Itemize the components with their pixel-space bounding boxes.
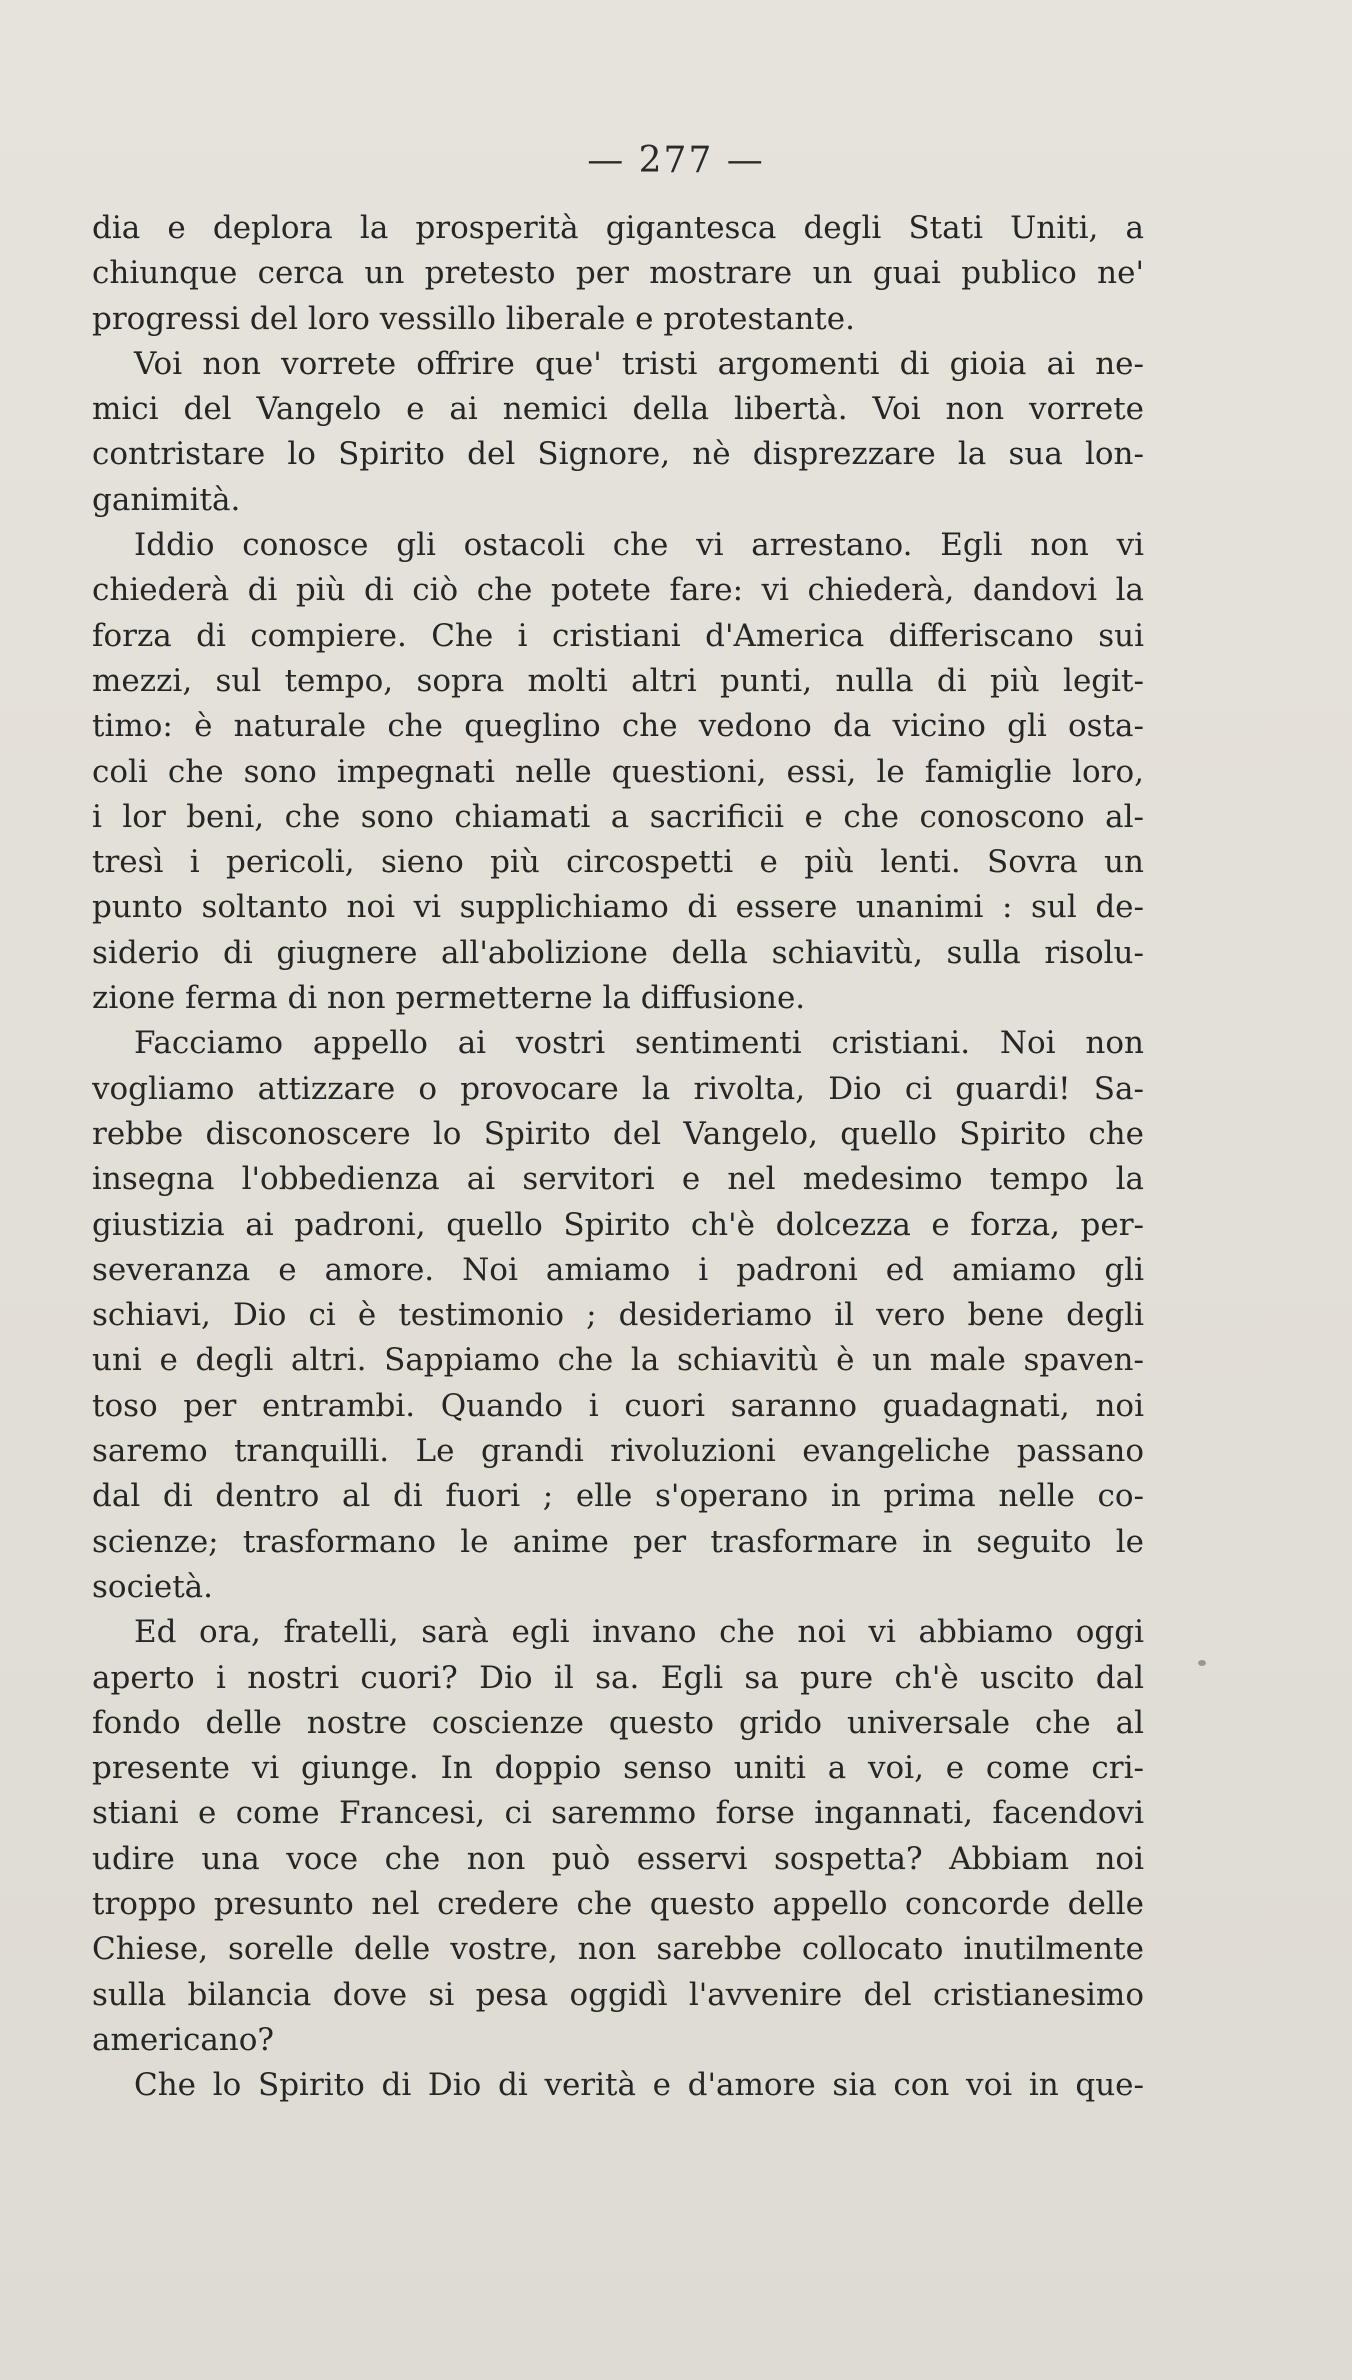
- text-line: mezzi, sul tempo, sopra molti altri punti, nulla di più legit-: [92, 662, 1144, 699]
- paper-speck: [1198, 1660, 1206, 1666]
- text-line: saremo tranquilli. Le grandi rivoluzioni evangeliche passano: [92, 1433, 1144, 1470]
- text-line: stiani e come Francesi, ci saremmo forse ingannati, facendovi: [92, 1795, 1144, 1832]
- text-line: vogliamo attizzare o provocare la rivolta, Dio ci guardi! Sa-: [92, 1070, 1144, 1107]
- text-line: coli che sono impegnati nelle questioni, essi, le famiglie loro,: [92, 753, 1144, 790]
- text-line: severanza e amore. Noi amiamo i padroni ed amiamo gli: [92, 1251, 1144, 1288]
- text-line: giustizia ai padroni, quello Spirito ch'è dolcezza e forza, per-: [92, 1206, 1144, 1243]
- text-line: forza di compiere. Che i cristiani d'America differiscano sui: [92, 617, 1144, 654]
- text-line: società.: [92, 1568, 213, 1605]
- text-line: dal di dentro al di fuori ; elle s'operano in prima nelle co-: [92, 1478, 1144, 1515]
- text-line: fondo delle nostre coscienze questo grido universale che al: [92, 1704, 1144, 1741]
- text-line: Che lo Spirito di Dio di verità e d'amore sia con voi in que-: [134, 2067, 1144, 2104]
- text-line: toso per entrambi. Quando i cuori saranno guadagnati, noi: [92, 1387, 1144, 1424]
- text-line: uni e degli altri. Sappiamo che la schiavitù è un male spaven-: [92, 1342, 1144, 1379]
- text-line: dia e deplora la prosperità gigantesca degli Stati Uniti, a: [92, 210, 1144, 246]
- text-line: punto soltanto noi vi supplichiamo di essere unanimi : sul de-: [92, 889, 1144, 926]
- text-line: Chiese, sorelle delle vostre, non sarebbe collocato inutilmente: [92, 1931, 1144, 1968]
- text-line: zione ferma di non permetterne la diffusione.: [92, 980, 806, 1017]
- text-line: udire una voce che non può esservi sospetta? Abbiam noi: [92, 1840, 1144, 1877]
- text-line: americano?: [92, 2021, 275, 2058]
- text-line: progressi del loro vessillo liberale e protestante.: [92, 300, 855, 337]
- body-text: [92, 206, 1144, 2108]
- text-line: schiavi, Dio ci è testimonio ; desideriamo il vero bene degli: [92, 1297, 1144, 1334]
- text-line: chiederà di più di ciò che potete fare: vi chiederà, dandovi la: [92, 572, 1144, 609]
- text-line: presente vi giunge. In doppio senso uniti a voi, e come cri-: [92, 1750, 1144, 1787]
- text-line: timo: è naturale che queglino che vedono da vicino gli osta-: [92, 708, 1144, 745]
- text-line: i lor beni, che sono chiamati a sacrificii e che conoscono al-: [92, 798, 1144, 835]
- text-line: aperto i nostri cuori? Dio il sa. Egli sa pure ch'è uscito dal: [92, 1659, 1144, 1696]
- text-line: insegna l'obbedienza ai servitori e nel medesimo tempo la: [92, 1161, 1144, 1198]
- text-line: scienze; trasformano le anime per trasformare in seguito le: [92, 1523, 1144, 1560]
- text-line: siderio di giugnere all'abolizione della schiavitù, sulla risolu-: [92, 934, 1144, 971]
- text-line: Facciamo appello ai vostri sentimenti cristiani. Noi non: [134, 1025, 1144, 1062]
- text-line: Voi non vorrete offrire que' tristi argomenti di gioia ai ne-: [134, 345, 1144, 382]
- page-number: — 277 —: [587, 140, 765, 181]
- text-line: Iddio conosce gli ostacoli che vi arrestano. Egli non vi: [134, 527, 1144, 564]
- text-line: troppo presunto nel credere che questo appello concorde delle: [92, 1885, 1144, 1922]
- text-line: mici del Vangelo e ai nemici della libertà. Voi non vorrete: [92, 391, 1144, 428]
- text-line: chiunque cerca un pretesto per mostrare un guai publico ne': [92, 255, 1144, 292]
- text-line: Ed ora, fratelli, sarà egli invano che noi vi abbiamo oggi: [134, 1614, 1144, 1651]
- text-line: sulla bilancia dove si pesa oggidì l'avvenire del cristianesimo: [92, 1976, 1144, 2013]
- text-line: tresì i pericoli, sieno più circospetti e più lenti. Sovra un: [92, 844, 1144, 881]
- text-line: ganimità.: [92, 481, 241, 518]
- text-line: rebbe disconoscere lo Spirito del Vangelo, quello Spirito che: [92, 1115, 1144, 1152]
- text-line: contristare lo Spirito del Signore, nè disprezzare la sua lon-: [92, 436, 1144, 473]
